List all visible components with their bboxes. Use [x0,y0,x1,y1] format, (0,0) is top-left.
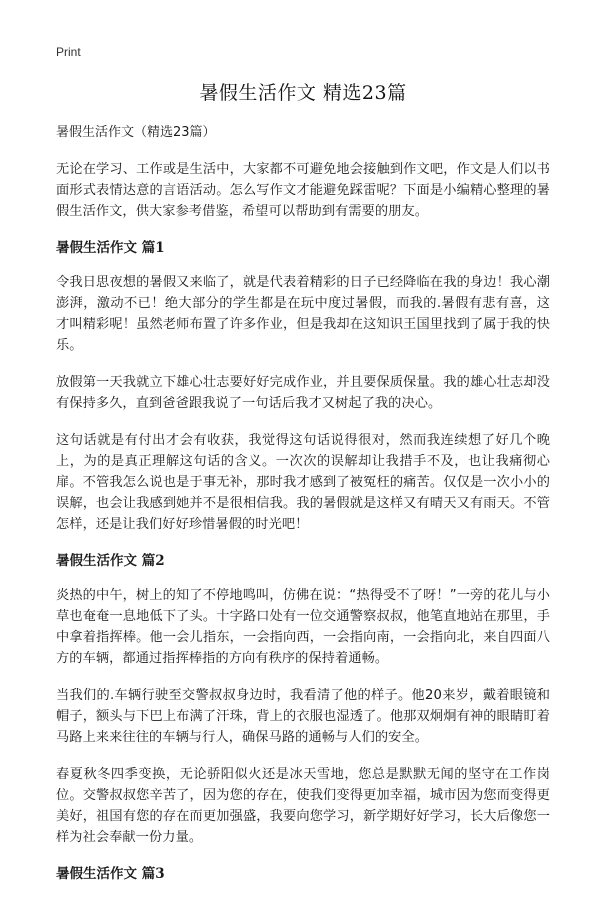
intro-paragraph: 无论在学习、工作或是生活中，大家都不可避免地会接触到作文吧，作文是人们以书面形式表情达意的言语活动。怎么写作文才能避免踩雷呢？下面是小编精心整理的暑假生活作文，供大家参考借鉴，希望可以帮助到有需要的朋友。 [56,162,550,219]
paragraph: 当我们的.车辆行驶至交警叔叔身边时，我看清了他的样子。他20来岁，戴着眼镜和帽子，额头与下巴上布满了汗珠，背上的衣服也湿透了。他那双炯炯有神的眼睛盯着马路上来来往往的车辆与行人，确保马路的通畅与人们的安全。 [56,688,550,745]
section-heading-2: 暑假生活作文 篇2 [56,553,165,569]
print-link[interactable]: Print [56,45,81,59]
paragraph: 这句话就是有付出才会有收获，我觉得这句话说得很对，然而我连续想了好几个晚上，为的是真正理解这句话的含义。一次次的误解却让我措手不及，也让我痛彻心扉。不管我怎么说也是于事无补，那时我才感到了被冤枉的痛苦。仅仅是一次小小的误解，也会让我感到她并不是很相信我。我的暑假就是这样又有晴天又有雨天。不管怎样，还是让我们好好珍惜暑假的时光吧！ [56,433,550,532]
paragraph: 春夏秋冬四季变换，无论骄阳似火还是冰天雪地，您总是默默无闻的坚守在工作岗位。交警叔叔您辛苦了，因为您的存在，使我们变得更加幸福，城市因为您而变得更美好，祖国有您的存在而更加强盛，我要向您学习，新学期好好学习，长大后像您一样为社会奉献一份力量。 [56,767,550,845]
page-title: 暑假生活作文 精选23篇 [199,82,407,104]
article [56,78,550,898]
section-heading-3: 暑假生活作文 篇3 [56,866,165,882]
paragraph: 炎热的中午，树上的知了不停地鸣叫，仿佛在说：“热得受不了呀！”一旁的花儿与小草也奄奄一息地低下了头。十字路口处有一位交通警察叔叔，他笔直地站在那里，手中拿着指挥棒。他一会儿指东，一会指向西，一会指向南，一会指向北，来自四面八方的车辆，都通过指挥棒指的方向有秩序的保持着通畅。 [56,588,550,666]
section-heading-1: 暑假生活作文 篇1 [56,240,165,256]
subtitle: 暑假生活作文（精选23篇） [56,125,216,140]
paragraph: 令我日思夜想的暑假又来临了，就是代表着精彩的日子已经降临在我的身边！我心潮澎湃，激动不已！绝大部分的学生都是在玩中度过暑假，而我的.暑假有悲有喜，这才叫精彩呢！虽然老师布置了许多作业，但是我却在这知识王国里找到了属于我的快乐。 [56,275,550,353]
paragraph: 放假第一天我就立下雄心壮志要好好完成作业，并且要保质保量。我的雄心壮志却没有保持多久，直到爸爸跟我说了一句话后我才又树起了我的决心。 [56,375,550,411]
